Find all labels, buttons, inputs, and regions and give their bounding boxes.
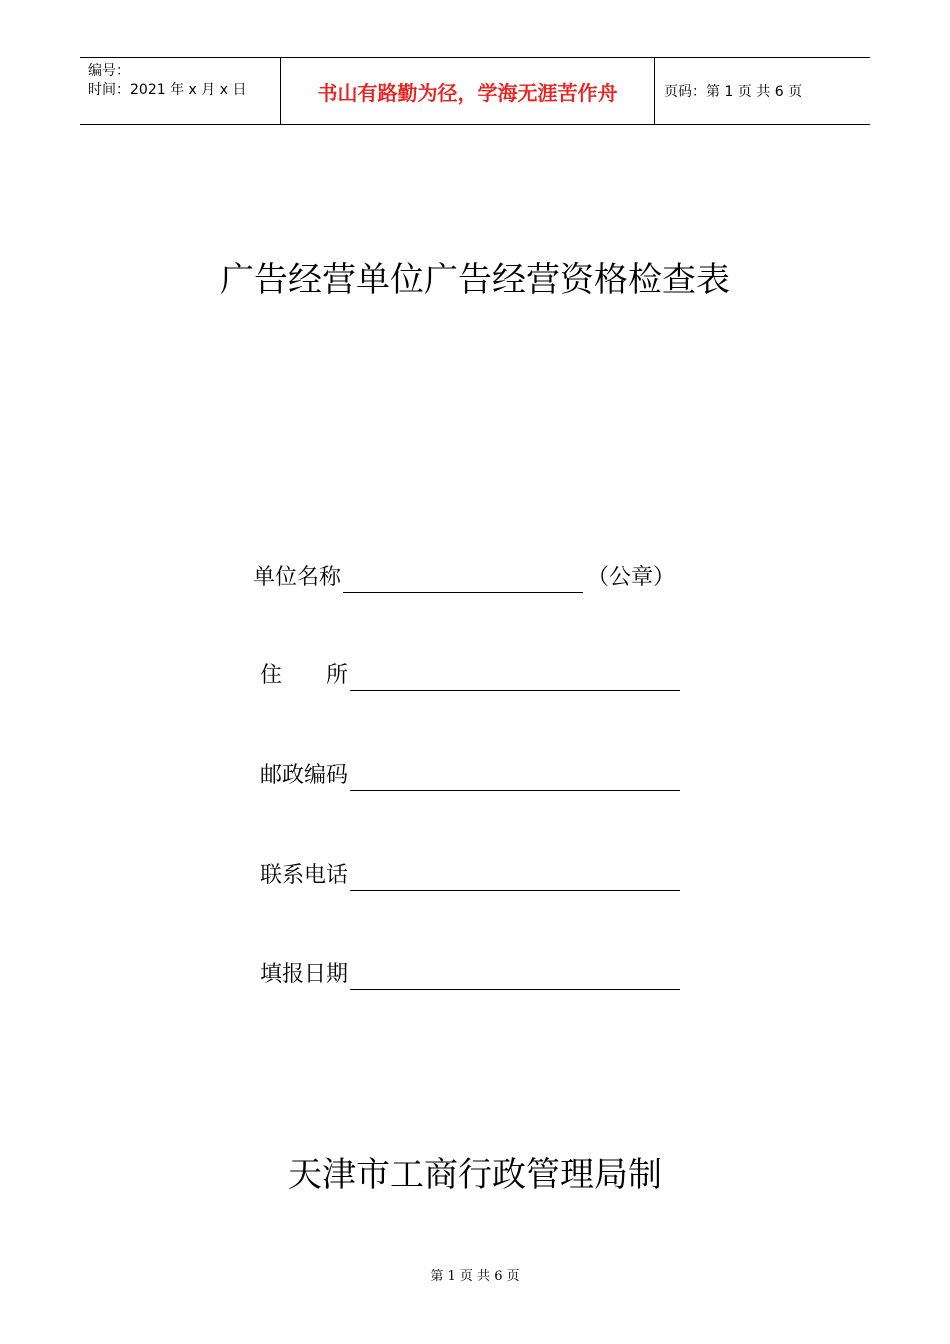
fill-date-label: 填报日期	[260, 962, 349, 987]
document-time-label: 时间：2021 年 x 月 x 日	[88, 82, 247, 98]
company-name-label: 单位名称	[253, 565, 342, 590]
header-motto: 书山有路勤为径，学海无涯苦作舟	[281, 58, 655, 124]
phone-field	[260, 861, 680, 891]
postcode-blank	[350, 762, 680, 791]
company-seal-note: （公章）	[587, 565, 676, 590]
address-blank	[350, 662, 680, 691]
address-label: 住 所	[260, 663, 349, 688]
page-footer: 第 1 页 共 6 页	[430, 1269, 520, 1284]
address-field	[260, 661, 680, 691]
phone-label: 联系电话	[260, 863, 349, 888]
company-name-blank	[343, 564, 583, 593]
document-header	[80, 57, 870, 125]
fill-date-field	[260, 960, 680, 990]
phone-blank	[350, 862, 680, 891]
company-name-field	[253, 563, 675, 593]
issuing-authority: 天津市工商行政管理局制	[288, 1155, 662, 1195]
header-meta-cell	[80, 58, 281, 124]
header-page-info: 页码：第 1 页 共 6 页	[664, 84, 803, 100]
postcode-label: 邮政编码	[260, 763, 349, 788]
document-number-label: 编号：	[88, 63, 130, 79]
postcode-field	[260, 761, 680, 791]
fill-date-blank	[350, 961, 680, 990]
document-title: 广告经营单位广告经营资格检查表	[220, 260, 730, 300]
